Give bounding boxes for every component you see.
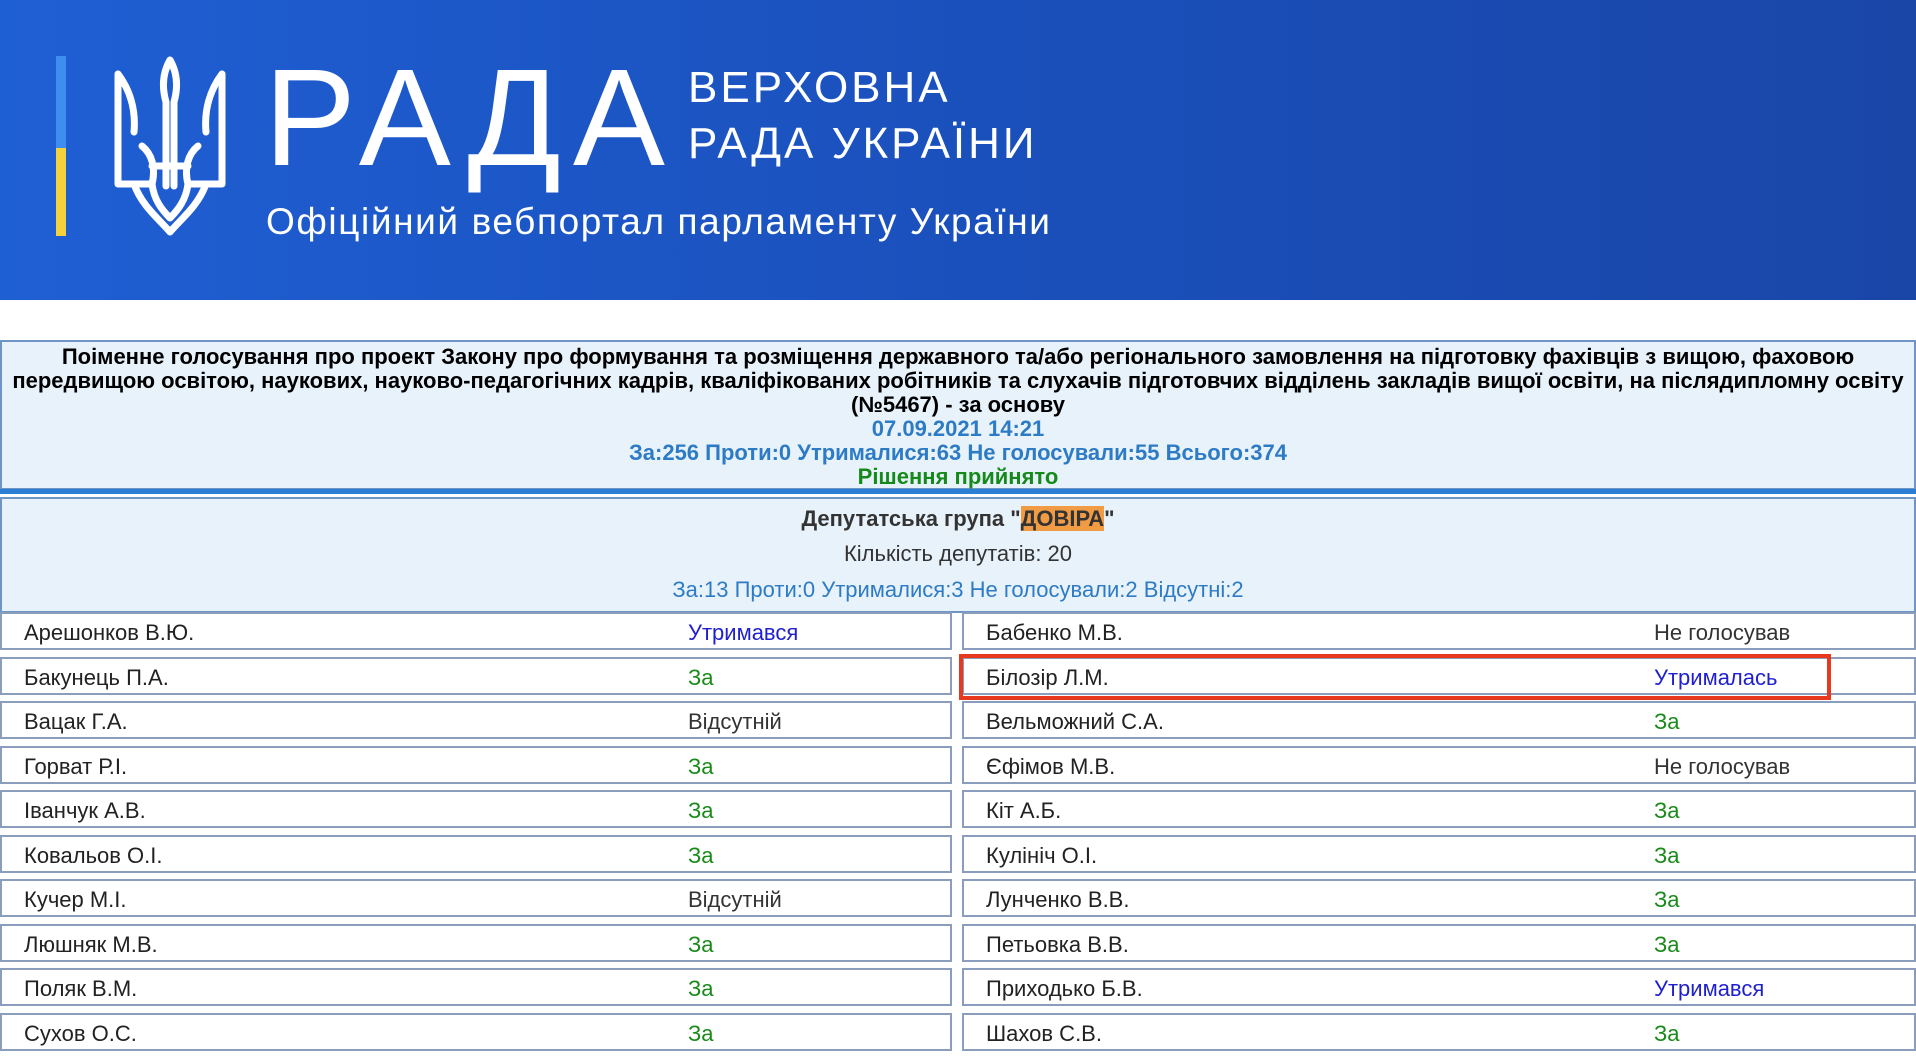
vote-title: Поіменне голосування про проект Закону про формування та розміщення державного та/або регіонального замовлення на підготовку фахівців з вищою, фаховою передвищою освітою, наукових, науково-педагогічних кадрів, кваліфікованих робітників та слухачів підготовчих відділень закладів вищої освіти, на післядипломну освіту (№5467) - за основу bbox=[12, 344, 1904, 417]
deputy-vote: За bbox=[688, 665, 714, 690]
deputy-name: Лунченко В.В. bbox=[986, 887, 1130, 912]
deputy-vote: За bbox=[1654, 843, 1680, 868]
vote-result: Рішення прийнято bbox=[857, 464, 1059, 489]
trident-icon bbox=[112, 54, 228, 238]
deputy-row bbox=[962, 612, 1916, 650]
portal-title: Офіційний вебпортал парламенту України bbox=[266, 201, 1052, 242]
deputy-vote: За bbox=[688, 798, 714, 823]
deputy-vote: За bbox=[688, 932, 714, 957]
group-summary bbox=[0, 497, 1916, 613]
group-name: ДОВІРА bbox=[1020, 506, 1105, 531]
deputy-row bbox=[0, 835, 952, 873]
deputy-row bbox=[962, 835, 1916, 873]
group-title: Депутатська група "ДОВІРА" bbox=[801, 506, 1115, 531]
deputy-name: Ковальов О.І. bbox=[24, 843, 163, 868]
deputy-row bbox=[0, 701, 952, 739]
deputy-name: Поляк В.М. bbox=[24, 976, 138, 1001]
logo-subtitle-line1: ВЕРХОВНА bbox=[688, 63, 951, 112]
deputy-row bbox=[0, 657, 952, 695]
deputy-vote: За bbox=[1654, 709, 1680, 734]
deputy-row bbox=[0, 612, 952, 650]
deputy-name: Кулініч О.І. bbox=[986, 843, 1098, 868]
deputy-vote: За bbox=[1654, 887, 1680, 912]
deputy-row bbox=[962, 968, 1916, 1006]
deputy-row bbox=[962, 790, 1916, 828]
group-count: Кількість депутатів: 20 bbox=[843, 541, 1073, 566]
deputy-vote: Не голосував bbox=[1654, 620, 1791, 645]
logo-word[interactable]: РАДА bbox=[264, 41, 677, 195]
deputy-row bbox=[962, 701, 1916, 739]
vote-datetime: 07.09.2021 14:21 bbox=[871, 416, 1045, 441]
deputy-name: Люшняк М.В. bbox=[24, 932, 158, 957]
logo-subtitle-line2: РАДА УКРАЇНИ bbox=[688, 119, 1038, 168]
deputy-name: Бабенко М.В. bbox=[986, 620, 1123, 645]
flag-bar bbox=[56, 56, 66, 236]
deputy-vote: За bbox=[1654, 932, 1680, 957]
deputy-row bbox=[962, 657, 1916, 695]
deputy-vote: Відсутній bbox=[688, 887, 782, 912]
deputy-name: Горват Р.І. bbox=[24, 754, 128, 779]
deputy-vote: Утримався bbox=[1654, 976, 1765, 1001]
deputy-name: Арешонков В.Ю. bbox=[24, 620, 195, 645]
deputy-row bbox=[0, 790, 952, 828]
deputy-vote: Утрималась bbox=[1654, 665, 1778, 690]
deputy-name: Шахов С.В. bbox=[986, 1021, 1102, 1046]
deputy-row bbox=[0, 924, 952, 962]
deputy-name: Іванчук А.В. bbox=[24, 798, 146, 823]
deputy-name: Білозір Л.М. bbox=[986, 665, 1109, 690]
deputy-name: Бакунець П.А. bbox=[24, 665, 169, 690]
group-stats: За:13 Проти:0 Утрималися:3 Не голосували:2 Відсутні:2 bbox=[672, 577, 1244, 602]
deputy-name: Вельможний С.А. bbox=[986, 709, 1164, 734]
deputy-name: Кучер М.І. bbox=[24, 887, 127, 912]
deputy-vote: За bbox=[1654, 1021, 1680, 1046]
deputy-row bbox=[0, 968, 952, 1006]
deputy-name: Петьовка В.В. bbox=[986, 932, 1129, 957]
deputy-name: Вацак Г.А. bbox=[24, 709, 128, 734]
deputy-row bbox=[962, 879, 1916, 917]
vote-summary bbox=[0, 340, 1916, 490]
deputy-name: Приходько Б.В. bbox=[986, 976, 1143, 1001]
divider bbox=[0, 489, 1916, 494]
deputy-vote: Утримався bbox=[688, 620, 799, 645]
deputy-vote: Відсутній bbox=[688, 709, 782, 734]
site-header bbox=[0, 0, 1916, 300]
deputy-vote: Не голосував bbox=[1654, 754, 1791, 779]
deputy-vote: За bbox=[688, 1021, 714, 1046]
deputy-row bbox=[962, 746, 1916, 784]
deputy-row bbox=[962, 924, 1916, 962]
deputy-name: Кіт А.Б. bbox=[986, 798, 1062, 823]
deputy-vote: За bbox=[1654, 798, 1680, 823]
deputy-row bbox=[0, 879, 952, 917]
deputy-row bbox=[962, 1013, 1916, 1051]
vote-stats: За:256 Проти:0 Утрималися:63 Не голосували:55 Всього:374 bbox=[628, 440, 1287, 465]
deputy-name: Сухов О.С. bbox=[24, 1021, 137, 1046]
deputy-row bbox=[0, 746, 952, 784]
deputy-vote: За bbox=[688, 843, 714, 868]
deputy-vote: За bbox=[688, 754, 714, 779]
deputy-row bbox=[0, 1013, 952, 1051]
deputy-vote: За bbox=[688, 976, 714, 1001]
logo-subtitle bbox=[688, 60, 1038, 172]
deputy-name: Єфімов М.В. bbox=[986, 754, 1116, 779]
